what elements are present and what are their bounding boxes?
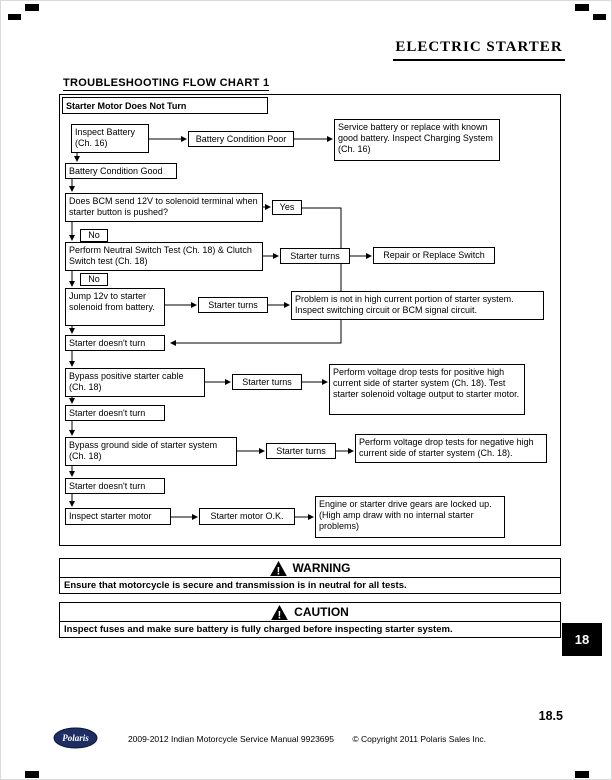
polaris-logo-text: Polaris xyxy=(62,733,89,743)
flow-node-starter-turns-2: Starter turns xyxy=(198,297,268,313)
svg-text:!: ! xyxy=(276,564,280,576)
flow-node-starter-doesnt-turn-1: Starter doesn't turn xyxy=(65,335,165,351)
flow-node-no-1: No xyxy=(80,229,108,242)
registration-mark xyxy=(25,771,39,778)
flow-node-problem-signal: Problem is not in high current portion of starter system. Inspect switching circuit or BCM signal circuit. xyxy=(291,291,544,320)
flow-node-title: Starter Motor Does Not Turn xyxy=(62,97,268,114)
caution-header xyxy=(59,602,561,622)
flow-node-voltage-drop-positive: Perform voltage drop tests for positive high current side of starter system (Ch. 18). Test starter solenoid voltage output to starter motor. xyxy=(329,364,525,415)
flow-node-starter-doesnt-turn-3: Starter doesn't turn xyxy=(65,478,165,494)
flow-node-starter-turns-4: Starter turns xyxy=(266,443,336,459)
flow-node-neutral-switch-test: Perform Neutral Switch Test (Ch. 18) & Clutch Switch test (Ch. 18) xyxy=(65,242,263,271)
warning-text: Ensure that motorcycle is secure and transmission is in neutral for all tests. xyxy=(59,577,561,594)
registration-mark xyxy=(25,4,39,11)
flow-node-starter-turns-1: Starter turns xyxy=(280,248,350,264)
flow-node-starter-turns-3: Starter turns xyxy=(232,374,302,390)
flow-node-no-2: No xyxy=(80,273,108,286)
registration-mark xyxy=(593,14,606,20)
flow-node-engine-locked: Engine or starter drive gears are locked up. (High amp draw with no internal starter problems) xyxy=(315,496,505,538)
flow-node-inspect-starter-motor: Inspect starter motor xyxy=(65,508,171,525)
footer-manual-info: 2009-2012 Indian Motorcycle Service Manual 9923695 xyxy=(127,734,334,744)
flow-node-jump-12v: Jump 12v to starter solenoid from battery. xyxy=(65,288,165,326)
footer xyxy=(1,734,612,744)
page-header-title: ELECTRIC STARTER xyxy=(393,39,565,61)
caution-icon xyxy=(271,605,288,620)
warning-label: WARNING xyxy=(292,561,351,575)
flow-node-repair-switch: Repair or Replace Switch xyxy=(373,247,495,264)
registration-mark xyxy=(575,4,589,11)
flow-node-bypass-ground: Bypass ground side of starter system (Ch. 18) xyxy=(65,437,237,466)
page-number: 18.5 xyxy=(538,709,563,723)
caution-label: CAUTION xyxy=(294,605,349,619)
svg-text:!: ! xyxy=(277,608,282,620)
registration-mark xyxy=(575,771,589,778)
flow-node-service-battery: Service battery or replace with known good battery. Inspect Charging System (Ch. 16) xyxy=(334,119,500,161)
flow-node-battery-good: Battery Condition Good xyxy=(65,163,177,179)
flow-node-starter-motor-ok: Starter motor O.K. xyxy=(199,508,295,525)
flow-node-bcm-question: Does BCM send 12V to solenoid terminal when starter button is pushed? xyxy=(65,193,263,222)
caution-text: Inspect fuses and make sure battery is fully charged before inspecting starter system. xyxy=(59,621,561,638)
registration-mark xyxy=(8,14,21,20)
flow-node-inspect-battery: Inspect Battery (Ch. 16) xyxy=(71,124,149,153)
warning-header xyxy=(59,558,561,578)
flowchart-heading: TROUBLESHOOTING FLOW CHART 1 xyxy=(63,77,270,89)
flow-node-bypass-positive: Bypass positive starter cable (Ch. 18) xyxy=(65,368,205,397)
flow-node-starter-doesnt-turn-2: Starter doesn't turn xyxy=(65,405,165,421)
footer-copyright: © Copyright 2011 Polaris Sales Inc. xyxy=(352,734,487,744)
flow-node-yes: Yes xyxy=(272,200,302,215)
flow-node-battery-poor: Battery Condition Poor xyxy=(188,131,294,147)
flow-node-voltage-drop-negative: Perform voltage drop tests for negative high current side of starter system (Ch. 18). xyxy=(355,434,547,463)
chapter-tab: 18 xyxy=(562,623,602,656)
warning-icon xyxy=(270,561,287,576)
